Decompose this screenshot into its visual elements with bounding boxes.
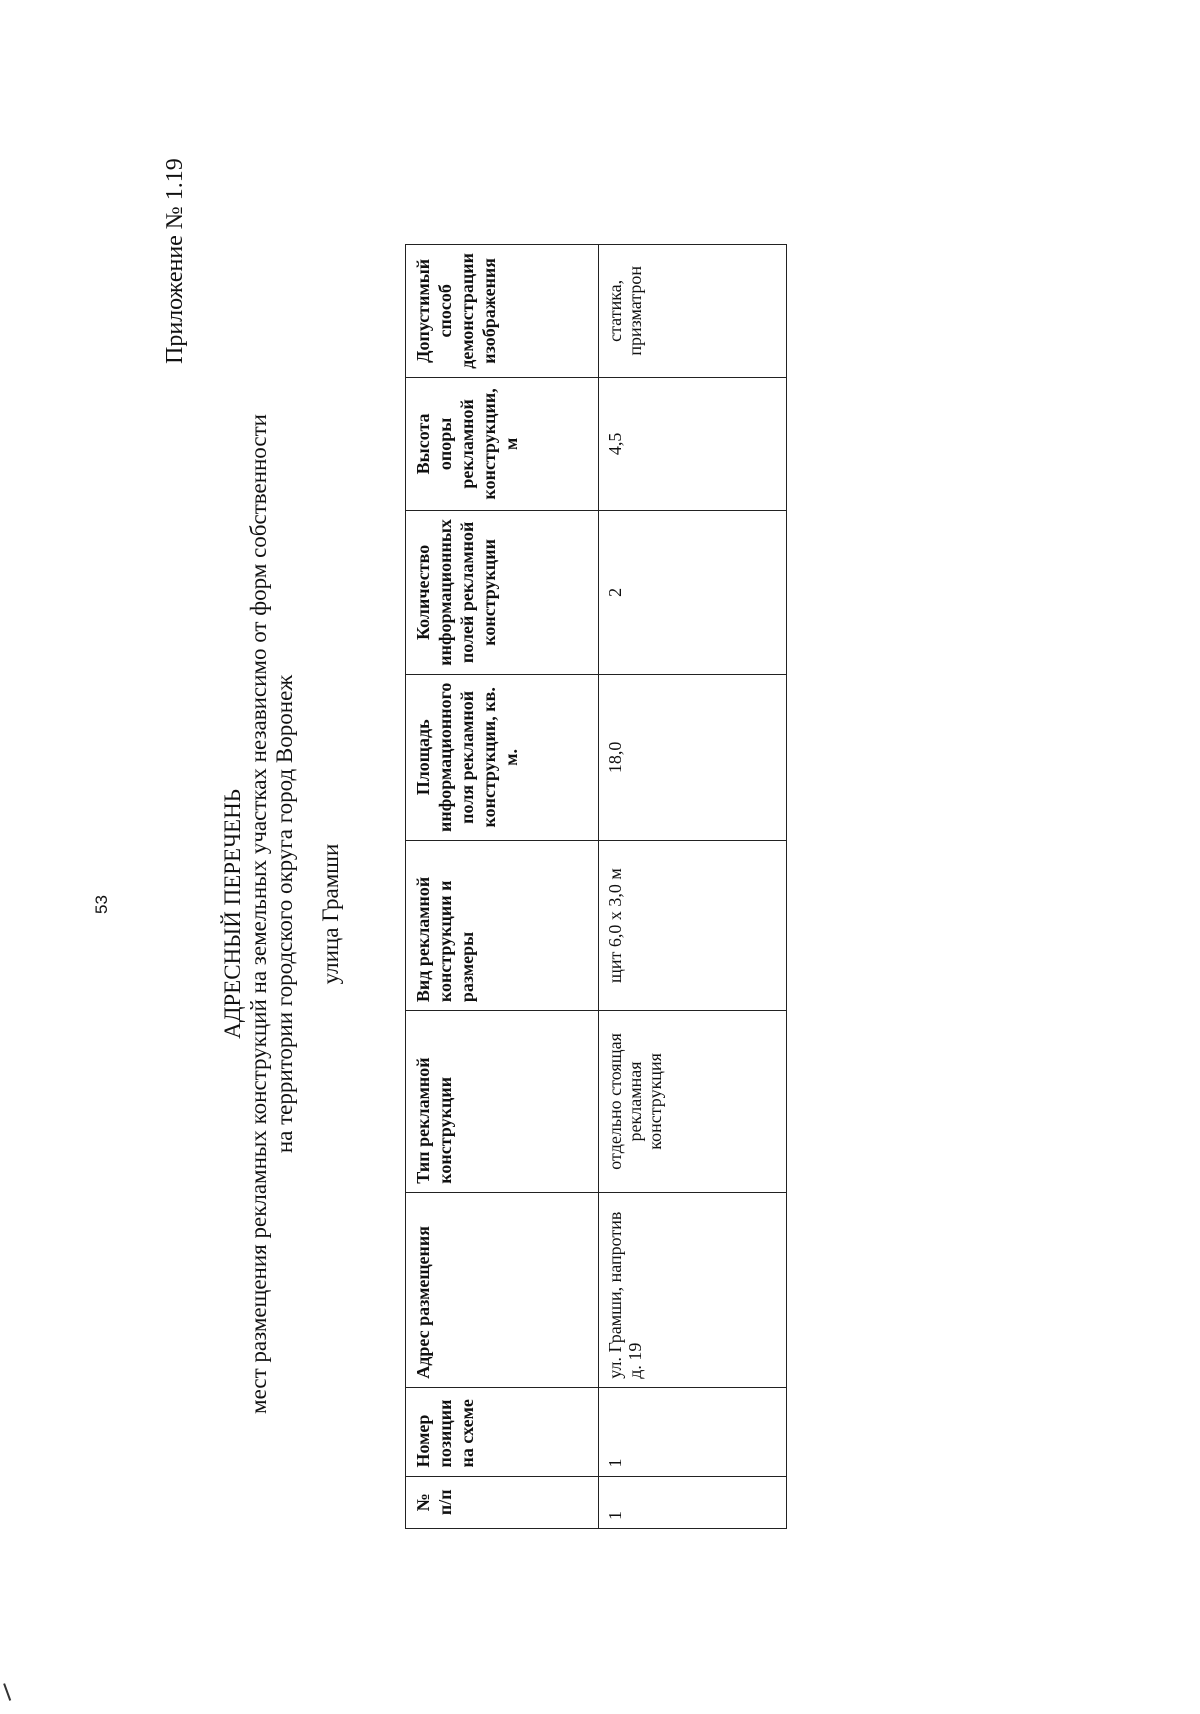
cell-fields: 2 [599, 511, 787, 675]
header-area: Площадь информационного поля рекламной конструкции, кв. м. [406, 674, 599, 840]
appendix-label: Приложение № 1.19 [162, 158, 188, 364]
cell-method: статика, призматрон [599, 245, 787, 378]
cell-kind: щит 6,0 х 3,0 м [599, 840, 787, 1010]
address-table [405, 244, 787, 1529]
title-block [220, 414, 344, 1414]
header-type: Тип рекламной конструкции [406, 1011, 599, 1193]
header-address: Адрес размещения [406, 1192, 599, 1387]
document-subtitle-line2: на территории городского округа город Воронеж [272, 674, 297, 1154]
cell-num: 1 [599, 1476, 787, 1528]
cell-height: 4,5 [599, 377, 787, 510]
header-kind: Вид рекламной конструкции и размеры [406, 840, 599, 1010]
cell-address: ул. Грамши, напротив д. 19 [599, 1192, 787, 1387]
header-num: № п/п [406, 1476, 599, 1528]
cell-area: 18,0 [599, 674, 787, 840]
header-position: Номер позиции на схеме [406, 1387, 599, 1476]
page-number: 53 [92, 895, 111, 914]
street-heading: улица Грамши [318, 843, 343, 985]
header-height: Высота опоры рекламной конструкции, м [406, 377, 599, 510]
document-title: АДРЕСНЫЙ ПЕРЕЧЕНЬ [220, 789, 245, 1039]
document-subtitle-line1: мест размещения рекламных конструкций на земельных участках независимо от форм собственности [246, 414, 271, 1414]
header-fields: Количество информационных полей рекламной конструкции [406, 511, 599, 675]
table-header-row [406, 245, 599, 1529]
header-method: Допустимый способ демонстрации изображения [406, 245, 599, 378]
cell-position: 1 [599, 1387, 787, 1476]
cell-type: отдельно стоящая рекламная конструкция [599, 1011, 787, 1193]
table-row [599, 245, 787, 1529]
